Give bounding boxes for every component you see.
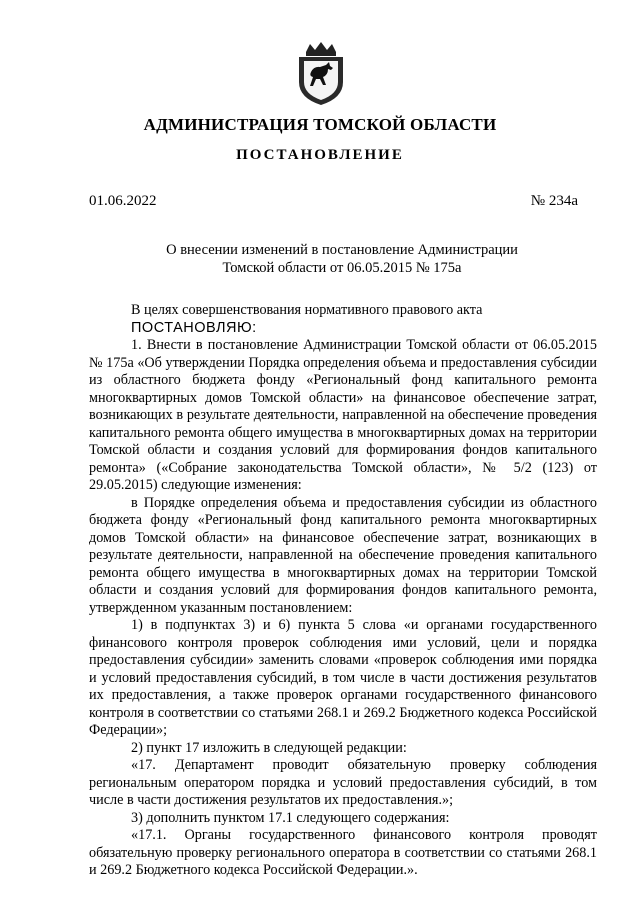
preamble: В целях совершенствования нормативного правового акта	[131, 302, 483, 318]
decree-word: ПОСТАНОВЛЯЮ:	[131, 319, 257, 336]
document-body	[89, 302, 597, 880]
organization-title: АДМИНИСТРАЦИЯ ТОМСКОЙ ОБЛАСТИ	[143, 115, 497, 134]
document-subject	[120, 241, 564, 277]
body-paragraph: 3) дополнить пунктом 17.1 следующего содержания:	[131, 809, 450, 826]
body-paragraph: «17.1. Органы государственного финансового контроля проводят обязательную проверку регионального оператора в соответствии со статьями 268.1 и 269.2 Бюджетного кодекса Российской Федерации.».	[89, 827, 597, 878]
body-paragraph: «17. Департамент проводит обязательную проверку соблюдения региональным оператором порядка и условий предоставления субсидий, в том числе в части достижения результатов их предоставления.»;	[89, 757, 597, 808]
subject-line: Томской области от 06.05.2015 № 175а	[222, 260, 462, 276]
document-date: 01.06.2022	[89, 193, 157, 209]
body-paragraph: 1. Внести в постановление Администрации Томской области от 06.05.2015 № 175а «Об утверждении Порядка определения объема и предоставления субсидии из областного бюджета фонду «Региональный фонд капитального ремонта многоквартирных домов Томской области» на финансовое обеспечение затрат, возникающих в результате деятельности, направленной на обеспечение проведения капитального ремонта общего имущества в многоквартирных домах на территории Томской области и создания условий для формирования фондов капитального ремонта» («Собрание законодательства Томской области», № 5/2 (123) от 29.05.2015) следующие изменения:	[89, 337, 597, 493]
document-number: № 234а	[530, 193, 578, 209]
subject-line: О внесении изменений в постановление Администрации	[166, 242, 518, 258]
body-paragraph: 2) пункт 17 изложить в следующей редакции:	[131, 739, 407, 756]
document-type: ПОСТАНОВЛЕНИЕ	[236, 147, 404, 163]
coat-of-arms-icon	[296, 42, 346, 106]
body-paragraph: в Порядке определения объема и предоставления субсидии из областного бюджета фонду «Региональный фонд капитального ремонта многоквартирных домов Томской области» на финансовое обеспечение затрат, возникающих в результате деятельности, направленной на обеспечение проведения капитального ремонта общего имущества в многоквартирных домах на территории Томской области и создания условий для формирования фондов капитального ремонта, утвержденном указанным постановлением:	[89, 494, 597, 616]
body-paragraph: 1) в подпунктах 3) и 6) пункта 5 слова «и органами государственного финансового контроля проверок соблюдения ими условий, цели и порядка предоставления субсидии» заменить словами «проверок соблюдения ими порядка и условий предоставления субсидий, в том числе в части достижения результатов их предоставления, а также проверок органами государственного финансового контроля в соответствии со статьями 268.1 и 269.2 Бюджетного кодекса Российской Федерации»;	[89, 617, 597, 738]
